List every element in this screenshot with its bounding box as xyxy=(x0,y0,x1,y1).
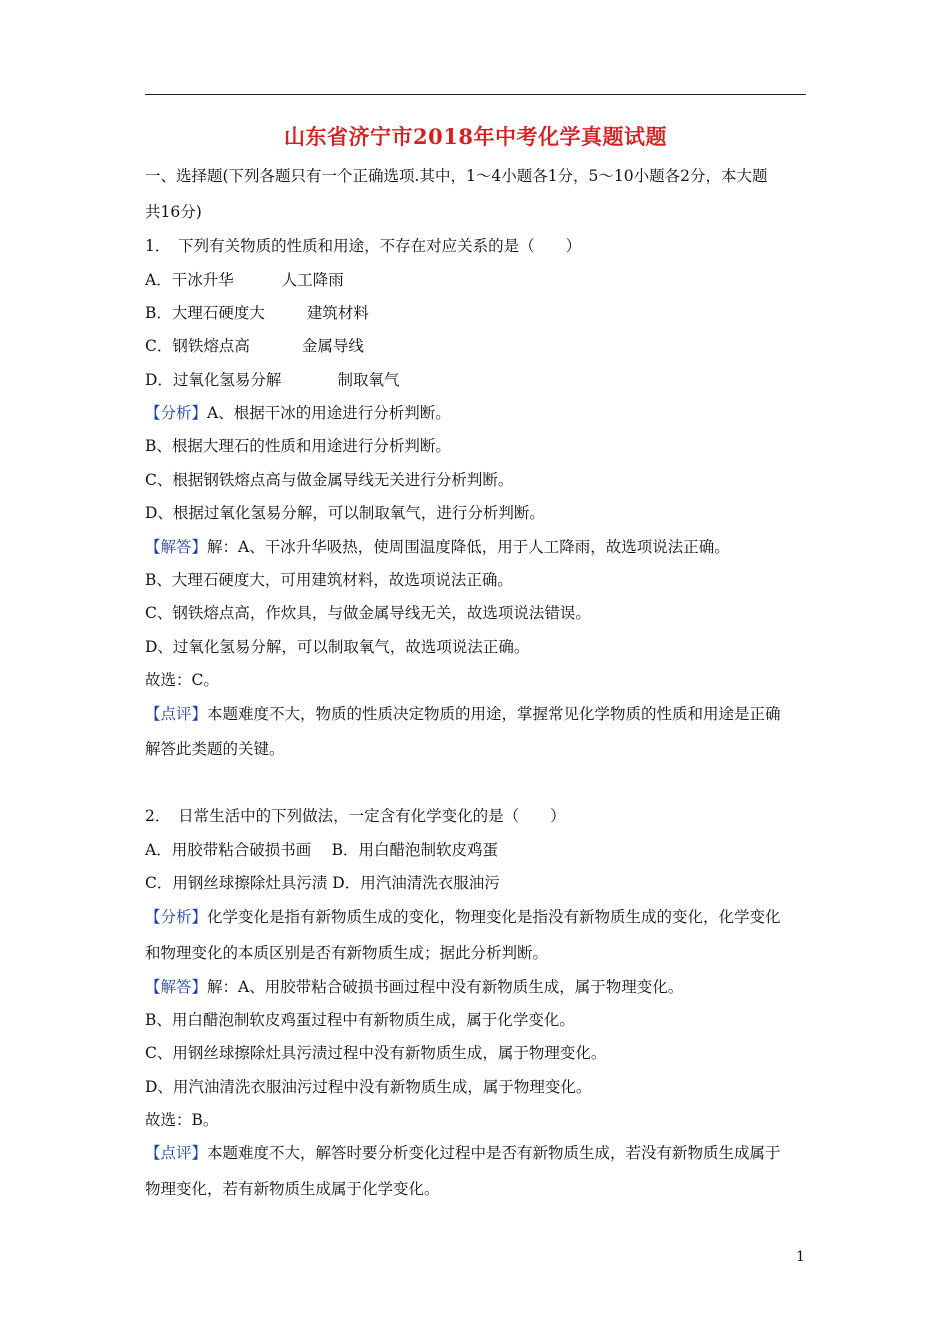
q2-analysis-cont: 和物理变化的本质区别是否有新物质生成；据此分析判断。 xyxy=(145,944,549,962)
answer-tag: 【解答】 xyxy=(145,538,208,556)
comment-text: 本题难度不大，解答时要分析变化过程中是否有新物质生成，若没有新物质生成属于 xyxy=(207,1144,781,1162)
section-header-cont: 共16分) xyxy=(145,203,202,221)
analysis-tag: 【分析】 xyxy=(145,404,208,422)
q1-option-b xyxy=(145,301,369,323)
option-label: B．大理石硬度大 xyxy=(145,304,265,322)
q2-comment-cont: 物理变化，若有新物质生成属于化学变化。 xyxy=(145,1180,440,1198)
q2-comment xyxy=(145,1141,781,1163)
q1-option-c xyxy=(145,334,364,356)
option-use: 建筑材料 xyxy=(306,304,369,322)
q1-analysis-b: B、根据大理石的性质和用途进行分析判断。 xyxy=(145,437,451,455)
comment-tag: 【点评】 xyxy=(145,705,208,723)
answer-text: 解：A、用胶带粘合破损书画过程中没有新物质生成，属于物理变化。 xyxy=(207,978,684,996)
q2-analysis xyxy=(145,905,781,927)
option-use: 制取氧气 xyxy=(337,371,400,389)
option-use: 金属导线 xyxy=(301,337,364,355)
q1-stem: 1． 下列有关物质的性质和用途，不存在对应关系的是（ ） xyxy=(145,237,582,255)
section-header: 一、选择题(下列各题只有一个正确选项.其中，1～4小题各1分，5～10小题各2分，本大题 xyxy=(145,167,768,185)
header-rule xyxy=(145,94,806,95)
q2-answer-d: D、用汽油清洗衣服油污过程中没有新物质生成，属于物理变化。 xyxy=(145,1078,592,1096)
q2-stem: 2． 日常生活中的下列做法，一定含有化学变化的是（ ） xyxy=(145,807,566,825)
q1-analysis xyxy=(145,401,451,423)
q2-answer xyxy=(145,975,683,997)
comment-text: 本题难度不大，物质的性质决定物质的用途，掌握常见化学物质的性质和用途是正确 xyxy=(207,705,781,723)
option-label: D．过氧化氢易分解 xyxy=(145,371,282,389)
q1-answer-d: D、过氧化氢易分解，可以制取氧气，故选项说法正确。 xyxy=(145,638,530,656)
q1-option-a xyxy=(145,268,344,290)
page-number: 1 xyxy=(796,1249,805,1265)
option-use: 人工降雨 xyxy=(281,271,344,289)
q1-answer xyxy=(145,535,730,557)
q1-answer-b: B、大理石硬度大，可用建筑材料，故选项说法正确。 xyxy=(145,571,513,589)
q2-options-ab: A．用胶带粘合破损书画 B．用白醋泡制软皮鸡蛋 xyxy=(145,841,499,859)
analysis-text: 化学变化是指有新物质生成的变化，物理变化是指没有新物质生成的变化，化学变化 xyxy=(207,908,781,926)
q2-choice: 故选：B。 xyxy=(145,1111,219,1129)
document-title: 山东省济宁市2018年中考化学真题试题 xyxy=(284,124,667,149)
q1-comment-cont: 解答此类题的关键。 xyxy=(145,740,285,758)
q1-analysis-c: C、根据钢铁熔点高与做金属导线无关进行分析判断。 xyxy=(145,471,514,489)
q1-option-d xyxy=(145,368,399,390)
option-label: C．钢铁熔点高 xyxy=(145,337,250,355)
q2-answer-c: C、用钢丝球擦除灶具污渍过程中没有新物质生成，属于物理变化。 xyxy=(145,1044,607,1062)
answer-tag: 【解答】 xyxy=(145,978,208,996)
comment-tag: 【点评】 xyxy=(145,1144,208,1162)
analysis-text: A、根据干冰的用途进行分析判断。 xyxy=(207,404,451,422)
answer-text: 解：A、干冰升华吸热，使周围温度降低，用于人工降雨，故选项说法正确。 xyxy=(207,538,730,556)
q1-choice: 故选：C。 xyxy=(145,671,219,689)
option-label: A．干冰升华 xyxy=(145,271,234,289)
q1-answer-c: C、钢铁熔点高，作炊具，与做金属导线无关，故选项说法错误。 xyxy=(145,604,591,622)
q2-answer-b: B、用白醋泡制软皮鸡蛋过程中有新物质生成，属于化学变化。 xyxy=(145,1011,575,1029)
analysis-tag: 【分析】 xyxy=(145,908,208,926)
q1-comment xyxy=(145,702,781,724)
q2-options-cd: C．用钢丝球擦除灶具污渍 D．用汽油清洗衣服油污 xyxy=(145,874,500,892)
q1-analysis-d: D、根据过氧化氢易分解，可以制取氧气，进行分析判断。 xyxy=(145,504,545,522)
